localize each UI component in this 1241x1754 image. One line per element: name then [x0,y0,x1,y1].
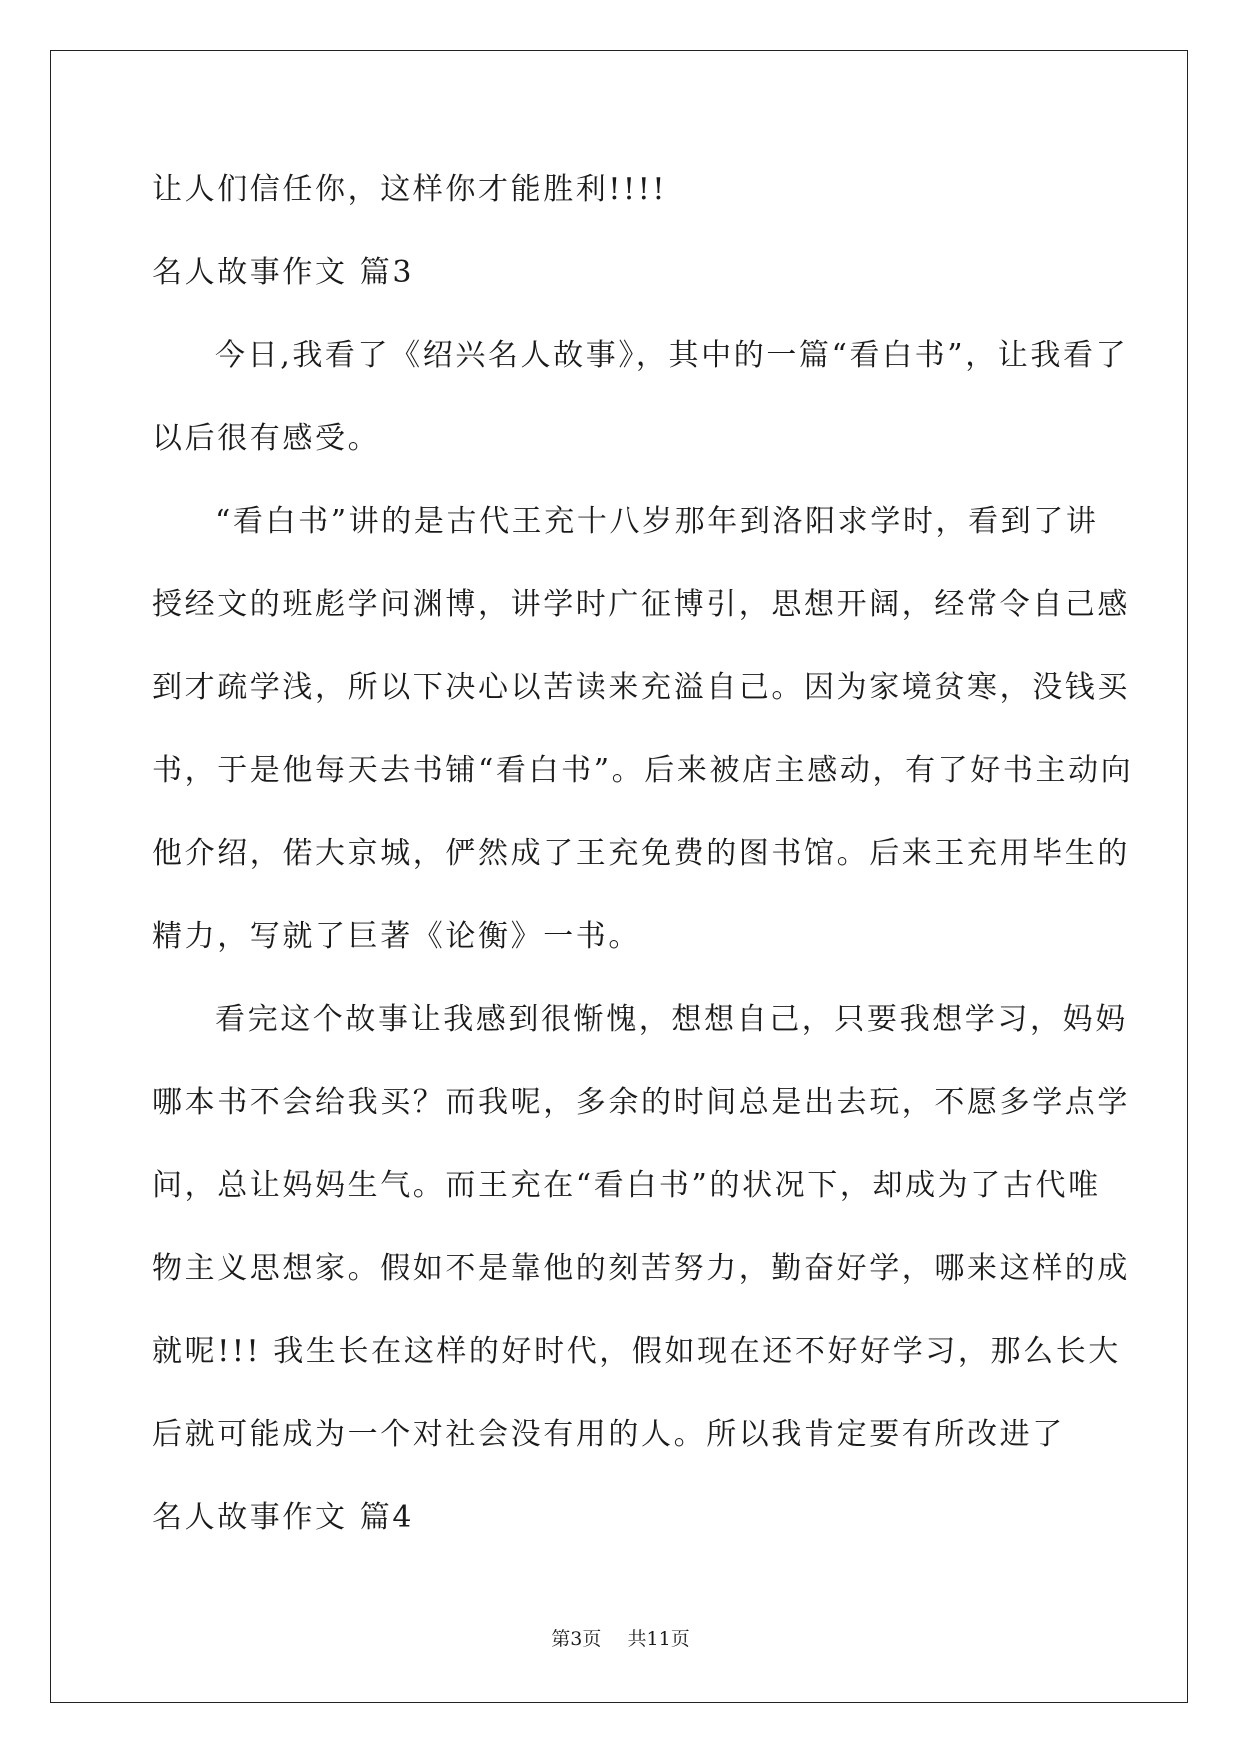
paragraph-line: 哪本书不会给我买？而我呢，多余的时间总是出去玩，不愿多学点学 [152,1085,1130,1120]
paragraph-line: 他介绍，偌大京城，俨然成了王充免费的图书馆。后来王充用毕生的 [152,836,1130,871]
paragraph-line: 让人们信任你，这样你才能胜利!!!! [152,172,668,207]
paragraph-line: 精力，写就了巨著《论衡》一书。 [152,919,641,954]
paragraph-line: 书，于是他每天去书铺“看白书”。后来被店主感动，有了好书主动向 [152,753,1134,788]
paragraph-line: 到才疏学浅，所以下决心以苦读来充溢自己。因为家境贫寒，没钱买 [152,670,1130,705]
paragraph-line: 授经文的班彪学问渊博，讲学时广征博引，思想开阔，经常令自己感 [152,587,1130,622]
paragraph-line: 问，总让妈妈生气。而王充在“看白书”的状况下，却成为了古代唯 [152,1168,1101,1203]
page-number: 第3页 [551,1628,602,1650]
paragraph-line: 就呢!!! 我生长在这样的好时代，假如现在还不好好学习，那么长大 [152,1334,1121,1369]
paragraph-line: 以后很有感受。 [152,421,381,456]
paragraph-line: “看白书”讲的是古代王充十八岁那年到洛阳求学时，看到了讲 [215,504,1099,539]
section-heading: 名人故事作文 篇3 [152,255,415,290]
paragraph-line: 后就可能成为一个对社会没有用的人。所以我肯定要有所改进了 [152,1417,1065,1452]
section-heading: 名人故事作文 篇4 [152,1500,415,1535]
page-total: 共11页 [627,1628,690,1650]
paragraph-line: 今日,我看了《绍兴名人故事》，其中的一篇“看白书”，让我看了 [215,338,1129,373]
paragraph-line: 物主义思想家。假如不是靠他的刻苦努力，勤奋好学，哪来这样的成 [152,1251,1130,1286]
document-body [152,165,1134,1576]
page-footer [0,1626,1241,1652]
paragraph-line: 看完这个故事让我感到很惭愧，想想自己，只要我想学习，妈妈 [215,1002,1128,1037]
